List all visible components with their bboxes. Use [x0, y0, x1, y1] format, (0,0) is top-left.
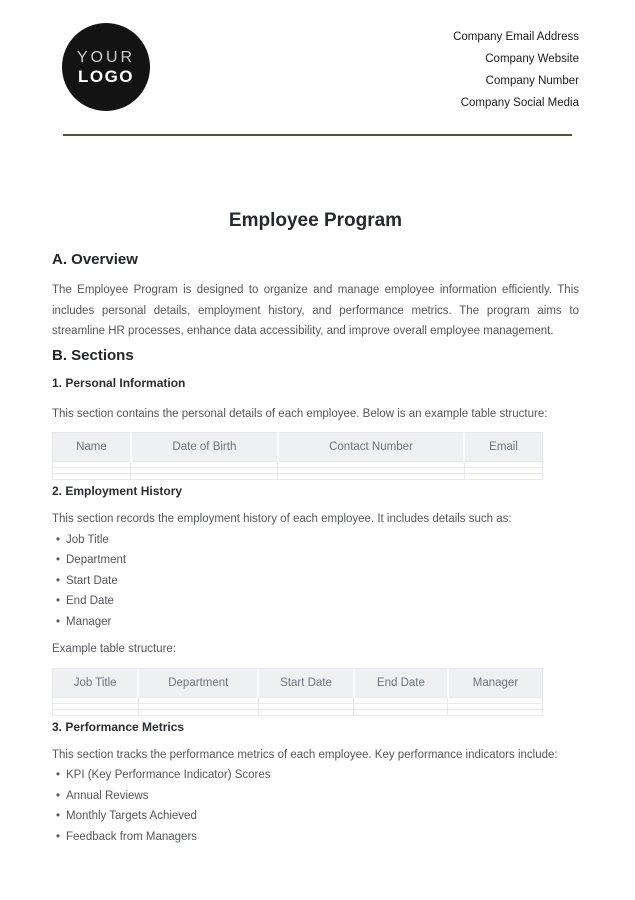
- list-item-department: • Department: [52, 550, 579, 571]
- table-empty-row: [53, 474, 543, 480]
- contact-line-website: Company Website: [485, 53, 579, 65]
- column-header-contact: Contact Number: [278, 433, 464, 462]
- list-item-annual-reviews: • Annual Reviews: [52, 786, 579, 807]
- sections-heading: B. Sections: [52, 346, 134, 364]
- performance-metrics-heading: 3. Performance Metrics: [52, 719, 185, 734]
- list-item-end-date: • End Date: [52, 591, 579, 612]
- empty-cell: [53, 709, 139, 715]
- employment-detail-list: [52, 530, 579, 633]
- personal-info-paragraph: This section contains the personal details of each employee. Below is an example table structure:: [52, 407, 548, 420]
- list-item-feedback-managers: • Feedback from Managers: [52, 827, 579, 848]
- company-contact-block: [453, 26, 579, 114]
- employment-history-table: [52, 668, 543, 716]
- overview-paragraph: The Employee Program is designed to organize and manage employee information efficiently. This includes personal details, employment history, and performance metrics. The program aims to streamline HR processes, enhance data accessibility, and improve overall employee management.: [52, 284, 579, 337]
- column-header-name: Name: [53, 433, 131, 462]
- list-item-monthly-targets: • Monthly Targets Achieved: [52, 806, 579, 827]
- overview-heading: A. Overview: [52, 251, 138, 268]
- empty-cell: [53, 474, 131, 480]
- personal-info-table: [52, 432, 543, 480]
- empty-cell: [354, 709, 448, 715]
- contact-line-social: Company Social Media: [460, 97, 579, 109]
- contact-line-number: Company Number: [485, 75, 579, 87]
- table-header-row: [53, 668, 543, 697]
- contact-line-email: Company Email Address: [453, 31, 579, 43]
- column-header-job-title: Job Title: [53, 668, 139, 697]
- empty-cell: [258, 709, 354, 715]
- column-header-end-date: End Date: [354, 668, 448, 697]
- empty-cell: [448, 709, 543, 715]
- empty-cell: [464, 474, 542, 480]
- column-header-manager: Manager: [448, 668, 543, 697]
- table-header-row: [53, 433, 543, 462]
- performance-indicator-list: [52, 765, 579, 847]
- company-logo: [62, 23, 150, 111]
- empty-cell: [138, 709, 258, 715]
- header-divider: [63, 134, 572, 136]
- page-title: Employee Program: [228, 210, 403, 231]
- performance-metrics-paragraph: This section tracks the performance metrics of each employee. Key performance indicators include:: [52, 748, 558, 761]
- empty-cell: [131, 474, 278, 480]
- list-item-manager: • Manager: [52, 612, 579, 633]
- example-table-label: Example table structure:: [52, 643, 177, 655]
- column-header-start-date: Start Date: [258, 668, 354, 697]
- list-item-kpi-scores: • KPI (Key Performance Indicator) Scores: [52, 765, 579, 786]
- column-header-email: Email: [464, 433, 542, 462]
- column-header-department: Department: [138, 668, 258, 697]
- personal-info-heading: 1. Personal Information: [52, 375, 186, 390]
- column-header-dob: Date of Birth: [131, 433, 278, 462]
- table-empty-row: [53, 709, 543, 715]
- list-item-job-title: • Job Title: [52, 530, 579, 551]
- page-header: [52, 23, 579, 114]
- employment-history-heading: 2. Employment History: [52, 484, 183, 498]
- list-item-start-date: • Start Date: [52, 571, 579, 592]
- empty-cell: [278, 474, 464, 480]
- logo-text-your: YOUR: [76, 48, 136, 66]
- employment-history-paragraph: This section records the employment history of each employee. It includes details such as:: [52, 513, 512, 525]
- logo-text-logo: LOGO: [77, 66, 135, 86]
